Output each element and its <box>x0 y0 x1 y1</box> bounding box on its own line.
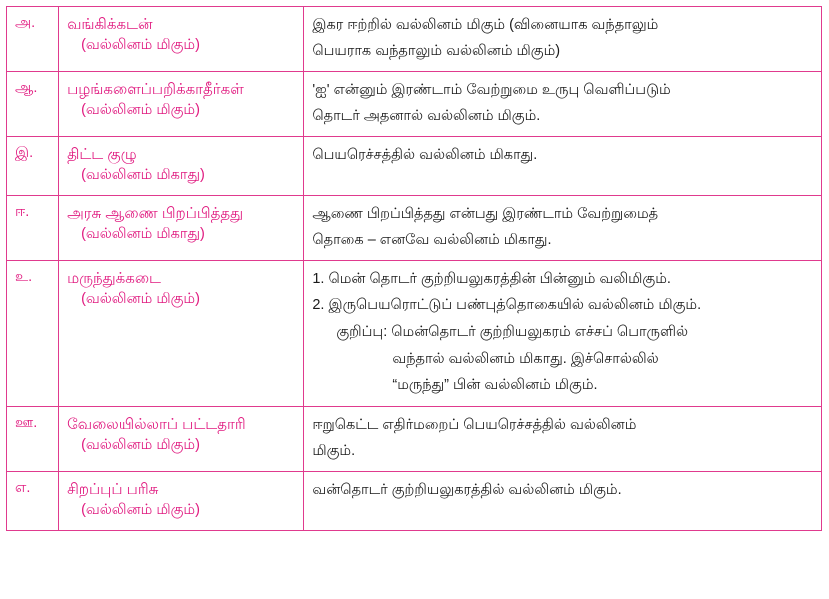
row-marker: எ. <box>15 479 31 496</box>
row-rule <box>312 79 813 127</box>
table-row <box>7 471 822 530</box>
row-rule <box>312 144 813 166</box>
rule-line: ஈறுகெட்ட எதிர்மறைப் பெயரெச்சத்தில் வல்லினம் <box>312 416 637 433</box>
row-marker: இ. <box>15 145 34 162</box>
grammar-rules-table <box>6 6 822 531</box>
table-row <box>7 72 822 137</box>
row-marker: ஊ. <box>15 414 38 431</box>
rule-line: தொடர் அதனால் வல்லினம் மிகும். <box>312 108 541 125</box>
rule-line-numbered: 1. மென் தொடர் குற்றியலுகரத்தின் பின்னும் வலிமிகும். <box>312 271 671 288</box>
table-row <box>7 7 822 72</box>
row-rule <box>312 479 813 501</box>
rule-line: 'ஐ' என்னும் இரண்டாம் வேற்றுமை உருபு வெளிப்படும் <box>312 82 671 99</box>
rule-line: பெயராக வந்தாலும் வல்லினம் மிகும்) <box>312 43 561 60</box>
rule-line: வன்தொடர் குற்றியலுகரத்தில் வல்லினம் மிகும். <box>312 481 622 498</box>
row-word-cell <box>59 196 304 261</box>
row-word-note: (வல்லினம் மிகும்) <box>81 37 200 53</box>
row-rule <box>312 203 813 251</box>
table-row <box>7 196 822 261</box>
row-word-note: (வல்லினம் மிகும்) <box>81 102 200 119</box>
rule-line: இகர ஈற்றில் வல்லினம் மிகும் (வினையாக வந்தாலும் <box>312 17 659 33</box>
row-rule <box>312 14 813 62</box>
row-word-note: (வல்லினம் மிகும்) <box>81 501 200 518</box>
row-word-cell <box>59 72 304 137</box>
row-rule <box>312 268 813 396</box>
row-marker: ஈ. <box>15 204 30 221</box>
row-marker: ஆ. <box>15 80 38 97</box>
row-rule-cell <box>304 406 822 471</box>
rule-note-line: குறிப்பு: மென்தொடர் குற்றியலுகரம் எச்சப் பொருளில் <box>336 324 689 341</box>
row-marker: உ. <box>15 269 33 286</box>
rule-line: ஆணை பிறப்பித்தது என்பது இரண்டாம் வேற்றுமைத் <box>312 206 659 223</box>
rule-line: தொகை – எனவே வல்லினம் மிகாது. <box>312 232 552 249</box>
row-marker: அ. <box>15 15 36 31</box>
row-rule-cell <box>304 196 822 261</box>
row-marker-cell <box>7 7 59 72</box>
row-word: பழங்களைப்பறிக்காதீர்கள் <box>67 81 244 99</box>
table-row <box>7 261 822 406</box>
row-marker-cell <box>7 261 59 406</box>
row-rule <box>312 414 813 462</box>
row-word-cell <box>59 406 304 471</box>
row-word: மருந்துக்கடை <box>67 270 161 288</box>
document-page <box>0 6 829 599</box>
row-rule-cell <box>304 471 822 530</box>
row-word-note: (வல்லினம் மிகும்) <box>81 436 200 453</box>
row-word-cell <box>59 7 304 72</box>
row-rule-cell <box>304 261 822 406</box>
row-rule-cell <box>304 137 822 196</box>
rule-note-line: “மருந்து” பின் வல்லினம் மிகும். <box>392 377 598 394</box>
row-marker-cell <box>7 137 59 196</box>
rule-note-line: வந்தால் வல்லினம் மிகாது. இச்சொல்லில் <box>392 350 659 367</box>
row-marker-cell <box>7 406 59 471</box>
row-rule-cell <box>304 7 822 72</box>
row-word-note: (வல்லினம் மிகாது) <box>81 167 205 184</box>
row-word-cell <box>59 261 304 406</box>
table-row <box>7 137 822 196</box>
row-word-note: (வல்லினம் மிகும்) <box>81 291 200 308</box>
table-row <box>7 406 822 471</box>
row-word: சிறப்புப் பரிசு <box>67 480 159 498</box>
row-marker-cell <box>7 196 59 261</box>
row-rule-cell <box>304 72 822 137</box>
row-marker-cell <box>7 72 59 137</box>
row-word-cell <box>59 137 304 196</box>
row-word-cell <box>59 471 304 530</box>
rule-line: மிகும். <box>312 442 356 459</box>
rule-line: பெயரெச்சத்தில் வல்லினம் மிகாது. <box>312 147 538 164</box>
row-marker-cell <box>7 471 59 530</box>
row-word-note: (வல்லினம் மிகாது) <box>81 226 205 243</box>
row-word: அரசு ஆணை பிறப்பித்தது <box>67 205 244 223</box>
row-word: வங்கிக்கடன் <box>67 16 153 33</box>
rule-line-numbered: 2. இருபெயரொட்டுப் பண்புத்தொகையில் வல்லினம் மிகும். <box>312 297 702 314</box>
row-word: வேலையில்லாப் பட்டதாரி <box>67 415 246 433</box>
row-word: திட்ட குழு <box>67 146 137 164</box>
